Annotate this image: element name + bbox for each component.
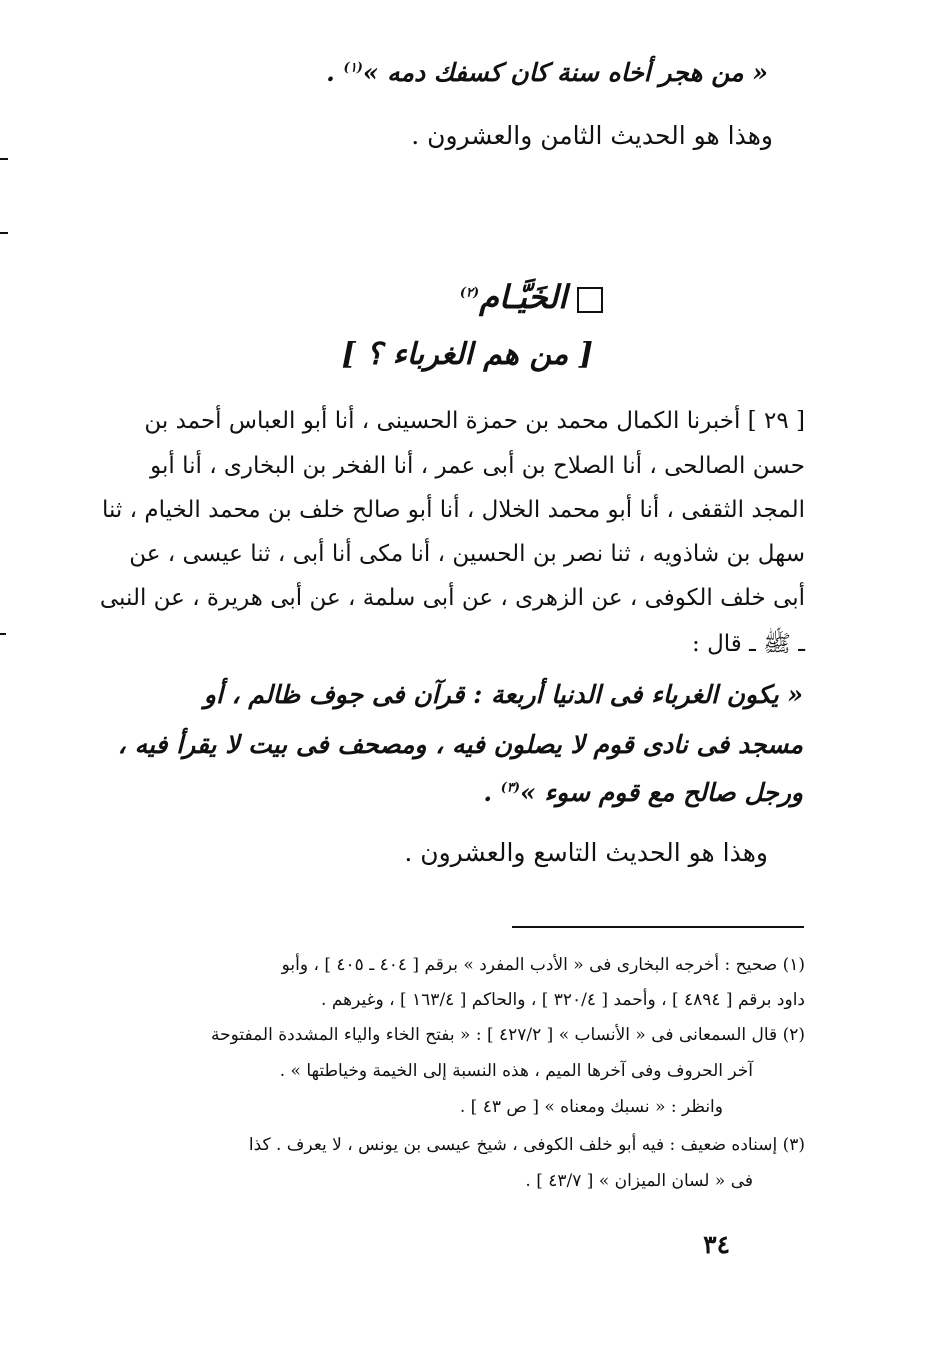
hadith-line — [483, 778, 803, 807]
square-icon — [577, 287, 603, 313]
isnad-line: أبى خلف الكوفى ، عن الزهرى ، عن أبى سلمة ، عن أبى هريرة ، عن النبى — [99, 585, 805, 611]
isnad-line: ـ ﷺ ـ قال : — [692, 631, 805, 657]
section-subtitle: [ من هم الغرباء ؟ ] — [341, 337, 593, 372]
footnote-line: وانظر : « نسبك ومعناه » [ ص ٤٣ ] . — [459, 1097, 723, 1117]
isnad-line: سهل بن شاذويه ، ثنا نصر بن الحسين ، أنا مكى أنا أبى ، ثنا عيسى ، عن — [129, 541, 805, 567]
footnote-line: فى « لسان الميزان » [ ٤٣/٧ ] . — [525, 1171, 753, 1191]
footnote-line: آخر الحروف وفى آخرها الميم ، هذه النسبة إلى الخيمة وخياطتها » . — [279, 1061, 753, 1081]
footnote-line: (٣) إسناده ضعيف : فيه أبو خلف الكوفى ، شيخ عيسى بن يونس ، لا يعرف . كذا — [248, 1135, 805, 1155]
hadith-count-note: وهذا هو الحديث التاسع والعشرون . — [404, 838, 768, 867]
hadith-line: مسجد فى نادى قوم لا يصلون فيه ، ومصحف فى بيت لا يقرأ فيه ، — [117, 730, 803, 759]
hadith-line-text: ورجل صالح مع قوم سوء » — [520, 778, 803, 807]
section-title-text: الخَيَّـام — [479, 278, 567, 316]
hadith-line: « يكون الغرباء فى الدنيا أربعة : قرآن فى جوف ظالم ، أو — [203, 680, 803, 709]
footnote-line: (٢) قال السمعانى فى « الأنساب » [ ٤٢٧/٢ ] : « بفتح الخاء والياء المشددة المفتوحة — [210, 1025, 805, 1045]
scan-mark — [0, 158, 8, 160]
page-number: ٣٤ — [703, 1230, 730, 1259]
top-quote-end: . — [326, 58, 344, 87]
section-title — [460, 278, 603, 316]
top-quote — [326, 58, 768, 87]
isnad-line: [ ٢٩ ] أخبرنا الكمال محمد بن حمزة الحسينى ، أنا أبو العباس أحمد بن — [144, 408, 805, 434]
scan-mark — [0, 232, 8, 234]
footnote-separator — [512, 926, 804, 928]
isnad-line: حسن الصالحى ، أنا الصلاح بن أبى عمر ، أنا الفخر بن البخارى ، أنا أبو — [150, 453, 805, 479]
scan-mark — [0, 633, 6, 635]
footnote-ref: (١) — [343, 60, 363, 76]
hadith-end: . — [483, 778, 501, 807]
footnote-ref: (٣) — [500, 780, 521, 796]
isnad-line: المجد الثقفى ، أنا أبو محمد الخلال ، أنا أبو صالح خلف بن محمد الخيام ، ثنا — [101, 497, 805, 523]
footnote-ref: (٢) — [459, 285, 480, 301]
footnote-line: (١) صحيح : أخرجه البخارى فى « الأدب المفرد » برقم [ ٤٠٤ ـ ٤٠٥ ] ، وأبو — [281, 955, 805, 975]
footnote-line: داود برقم [ ٤٨٩٤ ] ، وأحمد [ ٣٢٠/٤ ] ، والحاكم [ ١٦٣/٤ ] ، وغيرهم . — [321, 990, 805, 1010]
hadith-count-note: وهذا هو الحديث الثامن والعشرون . — [411, 121, 773, 150]
top-quote-text: « من هجر أخاه سنة كان كسفك دمه » — [362, 58, 768, 87]
